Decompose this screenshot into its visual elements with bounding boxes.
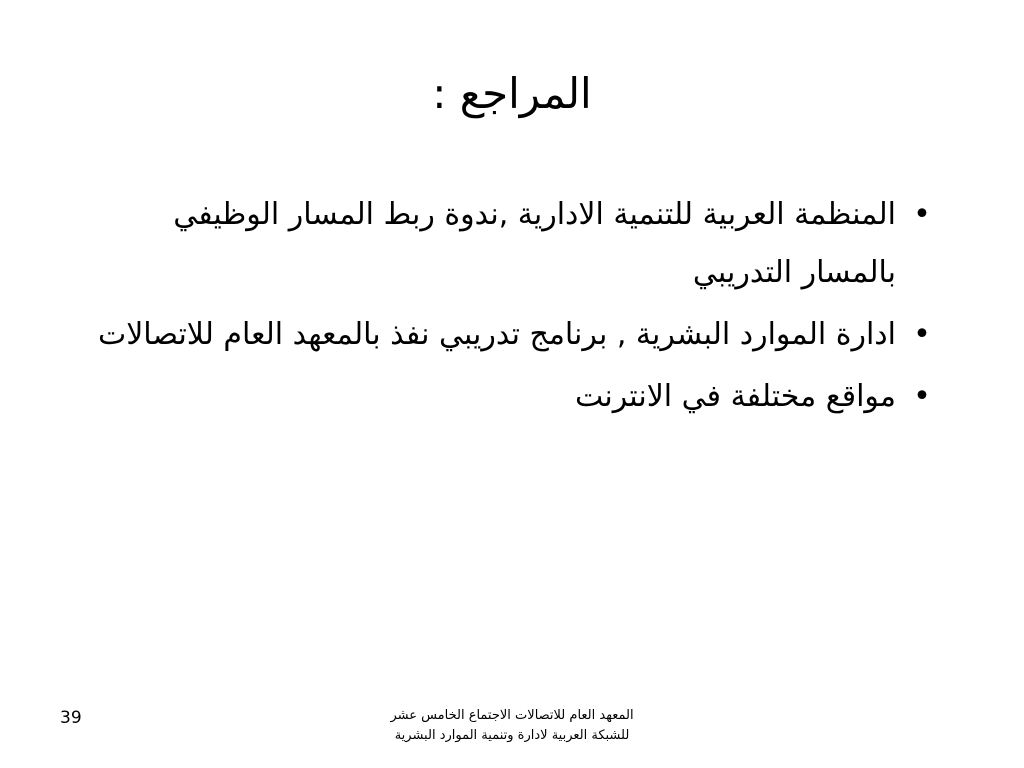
reference-text: ادارة الموارد البشرية , برنامج تدريبي نفذ بالمعهد العام للاتصالات xyxy=(97,317,896,352)
slide-title: المراجع : xyxy=(432,69,592,118)
bullet-icon: • xyxy=(913,379,931,414)
bullet-icon: • xyxy=(913,197,931,232)
list-item xyxy=(82,186,934,302)
bullet-icon: • xyxy=(913,317,931,352)
references-list xyxy=(82,186,934,430)
reference-text: المنظمة العربية للتنمية الادارية ,ندوة ربط المسار الوظيفي بالمسار التدريبي xyxy=(173,197,896,290)
reference-text: مواقع مختلفة في الانترنت xyxy=(574,379,896,414)
list-item xyxy=(82,368,934,426)
slide-footer xyxy=(312,706,712,746)
list-item xyxy=(82,306,934,364)
footer-line-1: المعهد العام للاتصالات الاجتماع الخامس عشر xyxy=(390,708,634,723)
page-number: 39 xyxy=(60,708,82,728)
footer-line-2: للشبكة العربية لادارة وتنمية الموارد البشرية xyxy=(394,728,630,743)
